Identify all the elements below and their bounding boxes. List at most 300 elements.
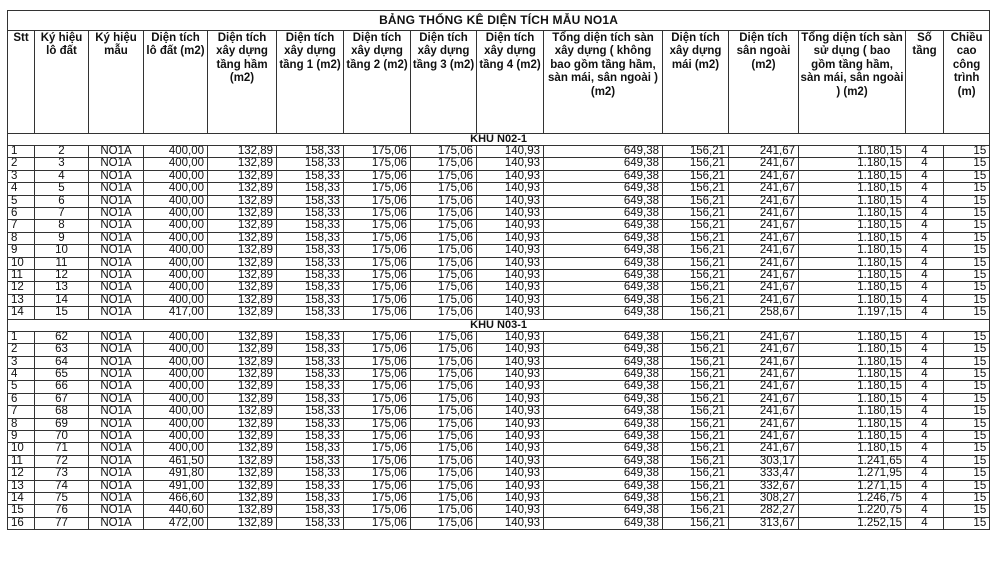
col-lot-area-cell: 400,00	[144, 294, 208, 306]
col-basement-area-cell: 132,89	[208, 356, 277, 368]
table-row	[8, 170, 990, 182]
col-total-usable-area-cell: 1.180,15	[799, 368, 906, 380]
col-floor2-area-cell: 175,06	[344, 158, 411, 170]
col-roof-area-cell: 156,21	[663, 455, 729, 467]
col-floor1-area-cell: 158,33	[277, 430, 344, 442]
col-yard-area-cell: 241,67	[729, 368, 799, 380]
col-stt-cell: 7	[8, 220, 35, 232]
col-total-usable-area-cell: 1.180,15	[799, 270, 906, 282]
col-floor4-area-cell: 140,93	[477, 257, 544, 269]
table-row	[8, 356, 990, 368]
col-total-usable-area-cell: 1.180,15	[799, 183, 906, 195]
col-model-code-cell: NO1A	[89, 270, 144, 282]
col-yard-area-cell: 241,67	[729, 183, 799, 195]
col-floor2-area-cell: 175,06	[344, 282, 411, 294]
col-floor2-area-cell: 175,06	[344, 406, 411, 418]
col-basement-area-cell: 132,89	[208, 220, 277, 232]
col-lot-area-cell: 466,60	[144, 492, 208, 504]
col-total-usable-area-cell: 1.180,15	[799, 393, 906, 405]
col-lot-area-cell: 417,00	[144, 307, 208, 319]
col-floor3-area-cell: 175,06	[411, 344, 477, 356]
col-roof-area-cell: 156,21	[663, 294, 729, 306]
col-total-usable-area-cell: 1.180,15	[799, 195, 906, 207]
col-total-usable-area-cell: 1.180,15	[799, 257, 906, 269]
col-building-height-cell: 15	[944, 418, 990, 430]
col-floor2-area-cell: 175,06	[344, 208, 411, 220]
col-roof-area-cell: 156,21	[663, 307, 729, 319]
col-floor1-area-cell: 158,33	[277, 195, 344, 207]
col-total-usable-area-cell: 1.180,15	[799, 294, 906, 306]
col-lot-code-cell: 10	[35, 245, 89, 257]
col-lot-area-cell: 400,00	[144, 381, 208, 393]
col-lot-area-cell: 461,50	[144, 455, 208, 467]
col-total-construction-area-cell: 649,38	[544, 282, 663, 294]
col-yard-area-cell: 241,67	[729, 406, 799, 418]
col-total-usable-area-cell: 1.220,75	[799, 505, 906, 517]
col-total-construction-area-cell: 649,38	[544, 393, 663, 405]
col-floor4-area-cell: 140,93	[477, 406, 544, 418]
col-floor2-area-cell: 175,06	[344, 368, 411, 380]
col-roof-area-cell: 156,21	[663, 505, 729, 517]
col-basement-area-cell: 132,89	[208, 505, 277, 517]
col-floor-count-cell: 4	[906, 406, 944, 418]
col-floor-count-cell: 4	[906, 282, 944, 294]
col-basement-area-cell: 132,89	[208, 146, 277, 158]
col-yard-area-cell: 241,67	[729, 356, 799, 368]
col-roof-area-cell: 156,21	[663, 418, 729, 430]
table-row	[8, 232, 990, 244]
col-stt-cell: 3	[8, 170, 35, 182]
col-yard-area-cell: 241,67	[729, 208, 799, 220]
col-floor3-area-cell: 175,06	[411, 406, 477, 418]
col-floor2-area-cell: 175,06	[344, 381, 411, 393]
col-total-construction-area-cell: 649,38	[544, 443, 663, 455]
col-floor-count-cell: 4	[906, 480, 944, 492]
col-total-construction-area-cell: 649,38	[544, 331, 663, 343]
col-floor2-area-cell: 175,06	[344, 220, 411, 232]
col-model-code-cell: NO1A	[89, 368, 144, 380]
col-roof-area-cell: 156,21	[663, 208, 729, 220]
col-floor3-area-cell: 175,06	[411, 146, 477, 158]
col-building-height-cell: 15	[944, 195, 990, 207]
col-stt-header: Stt	[8, 31, 35, 134]
col-floor1-area-cell: 158,33	[277, 170, 344, 182]
col-floor4-area-header: Diện tích xây dựng tầng 4 (m2)	[477, 31, 544, 134]
col-floor3-area-cell: 175,06	[411, 195, 477, 207]
col-floor3-area-cell: 175,06	[411, 393, 477, 405]
col-roof-area-cell: 156,21	[663, 245, 729, 257]
col-yard-area-cell: 241,67	[729, 146, 799, 158]
col-model-code-cell: NO1A	[89, 381, 144, 393]
col-lot-area-cell: 400,00	[144, 232, 208, 244]
col-floor1-area-cell: 158,33	[277, 270, 344, 282]
col-model-code-cell: NO1A	[89, 331, 144, 343]
col-roof-area-cell: 156,21	[663, 146, 729, 158]
col-model-code-cell: NO1A	[89, 183, 144, 195]
col-building-height-cell: 15	[944, 170, 990, 182]
col-total-usable-area-cell: 1.271,15	[799, 480, 906, 492]
table-row	[8, 381, 990, 393]
col-total-construction-area-cell: 649,38	[544, 468, 663, 480]
col-building-height-cell: 15	[944, 307, 990, 319]
col-stt-cell: 15	[8, 505, 35, 517]
col-roof-area-cell: 156,21	[663, 170, 729, 182]
col-lot-area-cell: 400,00	[144, 183, 208, 195]
col-basement-area-cell: 132,89	[208, 381, 277, 393]
col-lot-area-cell: 400,00	[144, 443, 208, 455]
col-floor-count-cell: 4	[906, 294, 944, 306]
col-floor2-area-cell: 175,06	[344, 183, 411, 195]
col-lot-area-cell: 400,00	[144, 220, 208, 232]
col-total-construction-area-cell: 649,38	[544, 220, 663, 232]
col-yard-area-cell: 241,67	[729, 331, 799, 343]
header-row	[8, 31, 990, 134]
col-roof-area-cell: 156,21	[663, 344, 729, 356]
col-roof-area-cell: 156,21	[663, 480, 729, 492]
zone-label: KHU N02-1	[8, 134, 990, 146]
col-total-construction-area-cell: 649,38	[544, 517, 663, 529]
col-total-construction-area-cell: 649,38	[544, 232, 663, 244]
col-floor3-area-cell: 175,06	[411, 232, 477, 244]
col-stt-cell: 8	[8, 232, 35, 244]
col-floor2-area-cell: 175,06	[344, 232, 411, 244]
col-floor3-area-cell: 175,06	[411, 455, 477, 467]
col-floor4-area-cell: 140,93	[477, 455, 544, 467]
col-floor-count-cell: 4	[906, 430, 944, 442]
table-row	[8, 368, 990, 380]
col-roof-area-cell: 156,21	[663, 270, 729, 282]
col-floor3-area-cell: 175,06	[411, 492, 477, 504]
col-floor3-area-header: Diện tích xây dựng tầng 3 (m2)	[411, 31, 477, 134]
col-floor4-area-cell: 140,93	[477, 492, 544, 504]
table-row	[8, 418, 990, 430]
table-row	[8, 158, 990, 170]
col-total-usable-area-cell: 1.180,15	[799, 430, 906, 442]
col-floor2-area-cell: 175,06	[344, 170, 411, 182]
col-floor3-area-cell: 175,06	[411, 294, 477, 306]
col-floor-count-cell: 4	[906, 356, 944, 368]
col-total-construction-area-cell: 649,38	[544, 492, 663, 504]
col-floor-count-cell: 4	[906, 208, 944, 220]
col-stt-cell: 2	[8, 158, 35, 170]
col-lot-code-header: Ký hiệu lô đất	[35, 31, 89, 134]
col-lot-code-cell: 6	[35, 195, 89, 207]
col-floor1-area-header: Diện tích xây dựng tầng 1 (m2)	[277, 31, 344, 134]
col-yard-area-cell: 241,67	[729, 195, 799, 207]
col-basement-area-cell: 132,89	[208, 406, 277, 418]
col-total-usable-area-cell: 1.246,75	[799, 492, 906, 504]
col-floor3-area-cell: 175,06	[411, 480, 477, 492]
col-floor1-area-cell: 158,33	[277, 381, 344, 393]
col-floor4-area-cell: 140,93	[477, 344, 544, 356]
col-lot-code-cell: 5	[35, 183, 89, 195]
col-basement-area-cell: 132,89	[208, 492, 277, 504]
col-stt-cell: 9	[8, 430, 35, 442]
col-floor4-area-cell: 140,93	[477, 195, 544, 207]
col-roof-area-cell: 156,21	[663, 282, 729, 294]
col-total-usable-area-cell: 1.180,15	[799, 344, 906, 356]
col-building-height-cell: 15	[944, 282, 990, 294]
col-floor-count-cell: 4	[906, 455, 944, 467]
col-lot-area-cell: 400,00	[144, 158, 208, 170]
col-total-construction-area-cell: 649,38	[544, 406, 663, 418]
table-row	[8, 183, 990, 195]
col-lot-code-cell: 73	[35, 468, 89, 480]
col-total-construction-area-cell: 649,38	[544, 356, 663, 368]
table-row	[8, 282, 990, 294]
col-floor2-area-cell: 175,06	[344, 418, 411, 430]
col-total-usable-area-cell: 1.180,15	[799, 356, 906, 368]
col-model-code-cell: NO1A	[89, 430, 144, 442]
col-basement-area-cell: 132,89	[208, 257, 277, 269]
col-stt-cell: 1	[8, 146, 35, 158]
col-floor1-area-cell: 158,33	[277, 418, 344, 430]
col-building-height-cell: 15	[944, 294, 990, 306]
col-floor4-area-cell: 140,93	[477, 220, 544, 232]
col-lot-area-cell: 400,00	[144, 208, 208, 220]
col-floor1-area-cell: 158,33	[277, 468, 344, 480]
col-floor3-area-cell: 175,06	[411, 468, 477, 480]
col-total-usable-area-cell: 1.180,15	[799, 232, 906, 244]
col-building-height-cell: 15	[944, 492, 990, 504]
table-row	[8, 146, 990, 158]
col-total-usable-area-cell: 1.271,95	[799, 468, 906, 480]
col-floor4-area-cell: 140,93	[477, 393, 544, 405]
col-floor2-area-cell: 175,06	[344, 443, 411, 455]
col-floor3-area-cell: 175,06	[411, 257, 477, 269]
col-floor2-area-cell: 175,06	[344, 294, 411, 306]
col-floor2-area-cell: 175,06	[344, 195, 411, 207]
col-roof-area-cell: 156,21	[663, 492, 729, 504]
col-roof-area-cell: 156,21	[663, 331, 729, 343]
col-floor3-area-cell: 175,06	[411, 183, 477, 195]
col-yard-area-cell: 303,17	[729, 455, 799, 467]
table-row	[8, 468, 990, 480]
col-total-usable-area-cell: 1.180,15	[799, 208, 906, 220]
col-basement-area-cell: 132,89	[208, 517, 277, 529]
col-total-usable-area-cell: 1.180,15	[799, 381, 906, 393]
col-lot-area-cell: 400,00	[144, 356, 208, 368]
col-building-height-header: Chiều cao công trình (m)	[944, 31, 990, 134]
col-basement-area-cell: 132,89	[208, 443, 277, 455]
col-roof-area-cell: 156,21	[663, 232, 729, 244]
table-row	[8, 208, 990, 220]
col-floor1-area-cell: 158,33	[277, 368, 344, 380]
col-model-code-cell: NO1A	[89, 505, 144, 517]
col-model-code-header: Ký hiệu mẫu	[89, 31, 144, 134]
col-building-height-cell: 15	[944, 232, 990, 244]
col-building-height-cell: 15	[944, 406, 990, 418]
col-yard-area-cell: 282,27	[729, 505, 799, 517]
col-total-usable-area-cell: 1.180,15	[799, 170, 906, 182]
col-lot-area-cell: 400,00	[144, 146, 208, 158]
col-lot-code-cell: 70	[35, 430, 89, 442]
col-floor4-area-cell: 140,93	[477, 170, 544, 182]
col-total-usable-area-cell: 1.180,15	[799, 146, 906, 158]
col-floor4-area-cell: 140,93	[477, 270, 544, 282]
col-lot-area-cell: 400,00	[144, 282, 208, 294]
col-model-code-cell: NO1A	[89, 418, 144, 430]
col-floor4-area-cell: 140,93	[477, 282, 544, 294]
col-model-code-cell: NO1A	[89, 245, 144, 257]
col-floor1-area-cell: 158,33	[277, 245, 344, 257]
col-lot-code-cell: 64	[35, 356, 89, 368]
col-stt-cell: 13	[8, 480, 35, 492]
col-roof-area-cell: 156,21	[663, 368, 729, 380]
col-roof-area-cell: 156,21	[663, 183, 729, 195]
table-row	[8, 393, 990, 405]
col-floor2-area-cell: 175,06	[344, 492, 411, 504]
col-floor2-area-cell: 175,06	[344, 146, 411, 158]
col-floor-count-cell: 4	[906, 468, 944, 480]
col-stt-cell: 2	[8, 344, 35, 356]
table-row	[8, 220, 990, 232]
col-total-usable-area-cell: 1.180,15	[799, 158, 906, 170]
col-building-height-cell: 15	[944, 270, 990, 282]
col-total-construction-area-cell: 649,38	[544, 418, 663, 430]
col-stt-cell: 7	[8, 406, 35, 418]
col-floor2-area-cell: 175,06	[344, 455, 411, 467]
col-model-code-cell: NO1A	[89, 393, 144, 405]
col-stt-cell: 8	[8, 418, 35, 430]
col-floor1-area-cell: 158,33	[277, 331, 344, 343]
col-floor-count-cell: 4	[906, 307, 944, 319]
col-total-construction-area-cell: 649,38	[544, 455, 663, 467]
col-building-height-cell: 15	[944, 208, 990, 220]
col-floor1-area-cell: 158,33	[277, 443, 344, 455]
col-lot-code-cell: 72	[35, 455, 89, 467]
col-floor1-area-cell: 158,33	[277, 480, 344, 492]
col-floor2-area-cell: 175,06	[344, 393, 411, 405]
col-lot-code-cell: 68	[35, 406, 89, 418]
col-total-construction-area-cell: 649,38	[544, 480, 663, 492]
col-roof-area-cell: 156,21	[663, 406, 729, 418]
col-floor4-area-cell: 140,93	[477, 307, 544, 319]
col-model-code-cell: NO1A	[89, 517, 144, 529]
col-total-usable-area-cell: 1.241,65	[799, 455, 906, 467]
col-lot-code-cell: 2	[35, 146, 89, 158]
col-floor4-area-cell: 140,93	[477, 480, 544, 492]
col-building-height-cell: 15	[944, 220, 990, 232]
col-floor3-area-cell: 175,06	[411, 282, 477, 294]
col-model-code-cell: NO1A	[89, 480, 144, 492]
table-row	[8, 344, 990, 356]
col-lot-area-cell: 400,00	[144, 344, 208, 356]
col-stt-cell: 3	[8, 356, 35, 368]
col-model-code-cell: NO1A	[89, 356, 144, 368]
col-yard-area-cell: 241,67	[729, 158, 799, 170]
col-roof-area-cell: 156,21	[663, 158, 729, 170]
col-floor2-area-header: Diện tích xây dựng tầng 2 (m2)	[344, 31, 411, 134]
table-row	[8, 270, 990, 282]
col-lot-area-cell: 400,00	[144, 270, 208, 282]
col-model-code-cell: NO1A	[89, 492, 144, 504]
col-yard-area-cell: 241,67	[729, 393, 799, 405]
col-floor-count-cell: 4	[906, 158, 944, 170]
col-stt-cell: 10	[8, 443, 35, 455]
col-building-height-cell: 15	[944, 257, 990, 269]
col-floor4-area-cell: 140,93	[477, 430, 544, 442]
col-yard-area-cell: 313,67	[729, 517, 799, 529]
col-yard-area-cell: 241,67	[729, 418, 799, 430]
col-model-code-cell: NO1A	[89, 294, 144, 306]
col-roof-area-cell: 156,21	[663, 443, 729, 455]
col-floor2-area-cell: 175,06	[344, 480, 411, 492]
col-floor1-area-cell: 158,33	[277, 183, 344, 195]
zone-row	[8, 319, 990, 331]
col-yard-area-cell: 241,67	[729, 443, 799, 455]
col-model-code-cell: NO1A	[89, 443, 144, 455]
col-floor4-area-cell: 140,93	[477, 294, 544, 306]
col-lot-area-cell: 400,00	[144, 393, 208, 405]
col-floor2-area-cell: 175,06	[344, 356, 411, 368]
col-lot-code-cell: 13	[35, 282, 89, 294]
col-total-construction-area-cell: 649,38	[544, 146, 663, 158]
col-floor3-area-cell: 175,06	[411, 381, 477, 393]
col-building-height-cell: 15	[944, 368, 990, 380]
col-basement-area-cell: 132,89	[208, 183, 277, 195]
col-lot-code-cell: 77	[35, 517, 89, 529]
col-floor1-area-cell: 158,33	[277, 517, 344, 529]
col-model-code-cell: NO1A	[89, 220, 144, 232]
col-lot-code-cell: 65	[35, 368, 89, 380]
col-yard-area-cell: 241,67	[729, 344, 799, 356]
col-floor4-area-cell: 140,93	[477, 356, 544, 368]
col-building-height-cell: 15	[944, 517, 990, 529]
col-total-usable-area-header: Tổng diện tích sàn sử dụng ( bao gồm tầng hầm, sàn mái, sân ngoài ) (m2)	[799, 31, 906, 134]
col-floor-count-cell: 4	[906, 257, 944, 269]
col-lot-code-cell: 4	[35, 170, 89, 182]
col-floor1-area-cell: 158,33	[277, 455, 344, 467]
col-model-code-cell: NO1A	[89, 232, 144, 244]
col-basement-area-cell: 132,89	[208, 331, 277, 343]
col-total-construction-area-cell: 649,38	[544, 430, 663, 442]
col-model-code-cell: NO1A	[89, 170, 144, 182]
col-floor1-area-cell: 158,33	[277, 492, 344, 504]
col-floor-count-cell: 4	[906, 170, 944, 182]
col-yard-area-cell: 241,67	[729, 430, 799, 442]
col-yard-area-cell: 258,67	[729, 307, 799, 319]
col-lot-code-cell: 69	[35, 418, 89, 430]
col-floor4-area-cell: 140,93	[477, 468, 544, 480]
col-yard-area-cell: 241,67	[729, 170, 799, 182]
col-model-code-cell: NO1A	[89, 195, 144, 207]
col-floor2-area-cell: 175,06	[344, 344, 411, 356]
col-roof-area-cell: 156,21	[663, 220, 729, 232]
table-row	[8, 480, 990, 492]
col-roof-area-cell: 156,21	[663, 393, 729, 405]
table-row	[8, 195, 990, 207]
col-stt-cell: 4	[8, 183, 35, 195]
col-model-code-cell: NO1A	[89, 307, 144, 319]
col-floor-count-cell: 4	[906, 270, 944, 282]
col-stt-cell: 9	[8, 245, 35, 257]
col-lot-code-cell: 14	[35, 294, 89, 306]
col-lot-code-cell: 67	[35, 393, 89, 405]
col-floor1-area-cell: 158,33	[277, 257, 344, 269]
table-row	[8, 430, 990, 442]
col-total-construction-area-cell: 649,38	[544, 344, 663, 356]
col-floor3-area-cell: 175,06	[411, 443, 477, 455]
col-total-usable-area-cell: 1.180,15	[799, 282, 906, 294]
col-floor-count-cell: 4	[906, 381, 944, 393]
col-basement-area-cell: 132,89	[208, 344, 277, 356]
col-total-construction-area-cell: 649,38	[544, 170, 663, 182]
col-total-usable-area-cell: 1.180,15	[799, 220, 906, 232]
table-body	[8, 134, 990, 530]
col-basement-area-cell: 132,89	[208, 294, 277, 306]
col-lot-code-cell: 9	[35, 232, 89, 244]
